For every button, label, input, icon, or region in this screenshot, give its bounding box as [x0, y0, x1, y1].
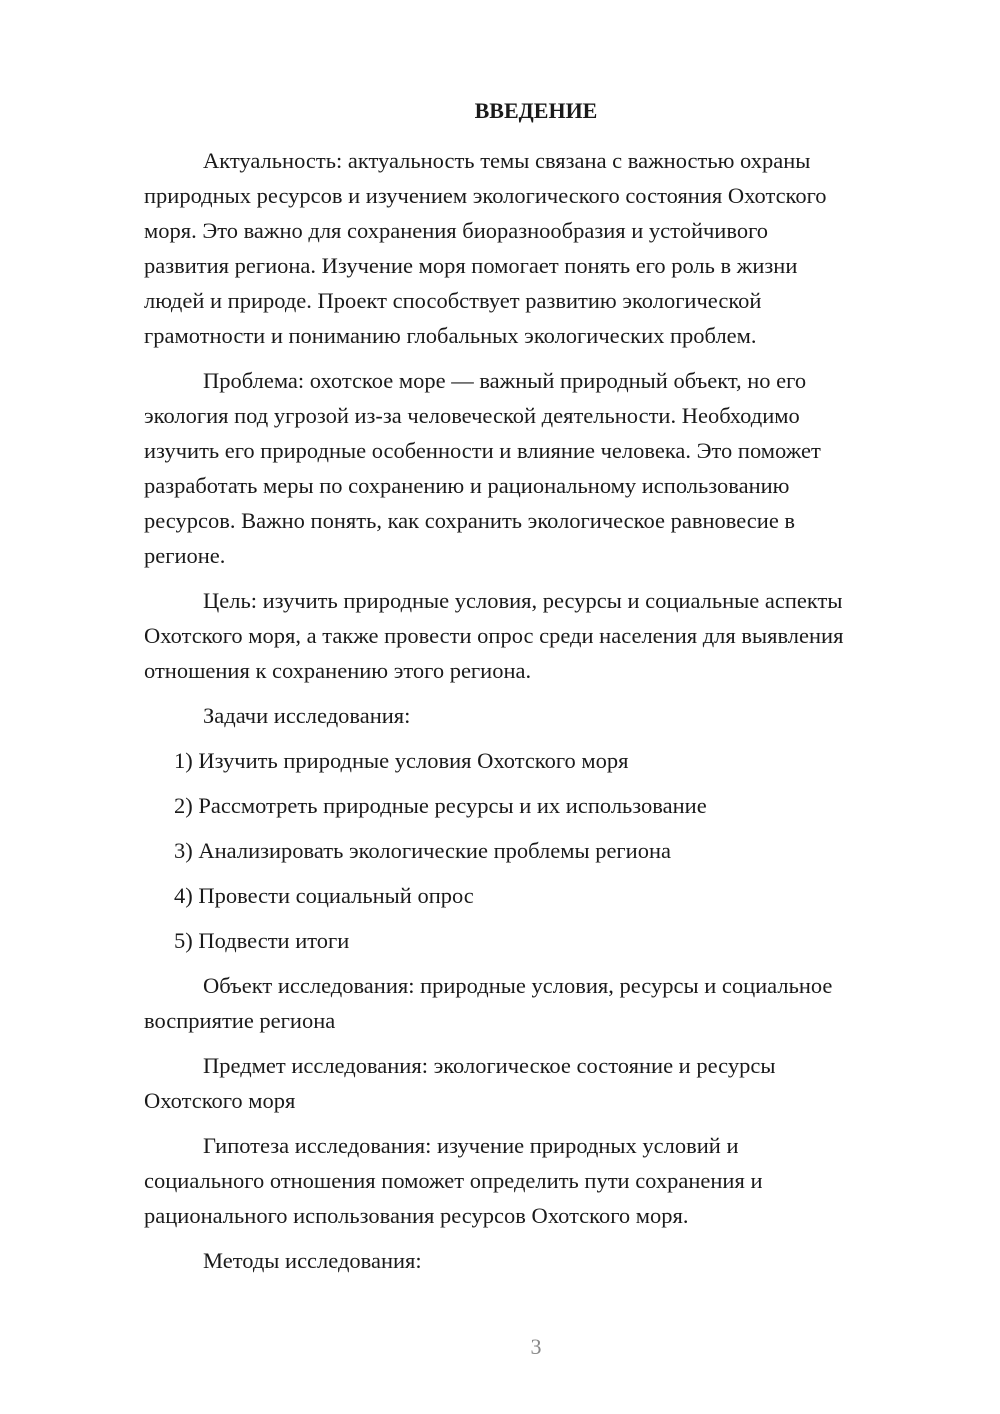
goal-paragraph: Цель: изучить природные условия, ресурсы и социальные аспекты Охотского моря, а также провести опрос среди населения для выявления отношения к сохранению этого региона. — [144, 588, 844, 683]
document-body — [144, 143, 928, 1288]
object-paragraph: Объект исследования: природные условия, ресурсы и социальное восприятие региона — [144, 973, 833, 1033]
hypothesis-paragraph: Гипотеза исследования: изучение природных условий и социального отношения поможет определить пути сохранения и рационального использования ресурсов Охотского моря. — [144, 1133, 763, 1228]
list-item: 3) Анализировать экологические проблемы региона — [174, 838, 671, 863]
document-page — [144, 0, 928, 1414]
list-item: 4) Провести социальный опрос — [174, 883, 474, 908]
subject-paragraph: Предмет исследования: экологическое состояние и ресурсы Охотского моря — [144, 1053, 776, 1113]
list-item: 2) Рассмотреть природные ресурсы и их использование — [174, 793, 707, 818]
problem-paragraph: Проблема: охотское море — важный природный объект, но его экология под угрозой из-за человеческой деятельности. Необходимо изучить его природные особенности и влияние человека. Это поможет разработать меры по сохранению и рациональному использованию ресурсов. Важно понять, как сохранить экологическое равновесие в регионе. — [144, 368, 821, 568]
list-item: 5) Подвести итоги — [174, 928, 350, 953]
page-number: 3 — [530, 1334, 542, 1359]
methods-title: Методы исследования: — [203, 1248, 422, 1273]
list-item: 1) Изучить природные условия Охотского моря — [174, 748, 629, 773]
tasks-list — [144, 743, 928, 958]
relevance-paragraph: Актуальность: актуальность темы связана с важностью охраны природных ресурсов и изучением экологического состояния Охотского моря. Это важно для сохранения биоразнообразия и устойчивого развития региона. Изучение моря помогает понять его роль в жизни людей и природе. Проект способствует развитию экологической грамотности и пониманию глобальных экологических проблем. — [144, 148, 827, 348]
tasks-title: Задачи исследования: — [203, 703, 411, 728]
page-title: ВВЕДЕНИЕ — [474, 98, 598, 123]
